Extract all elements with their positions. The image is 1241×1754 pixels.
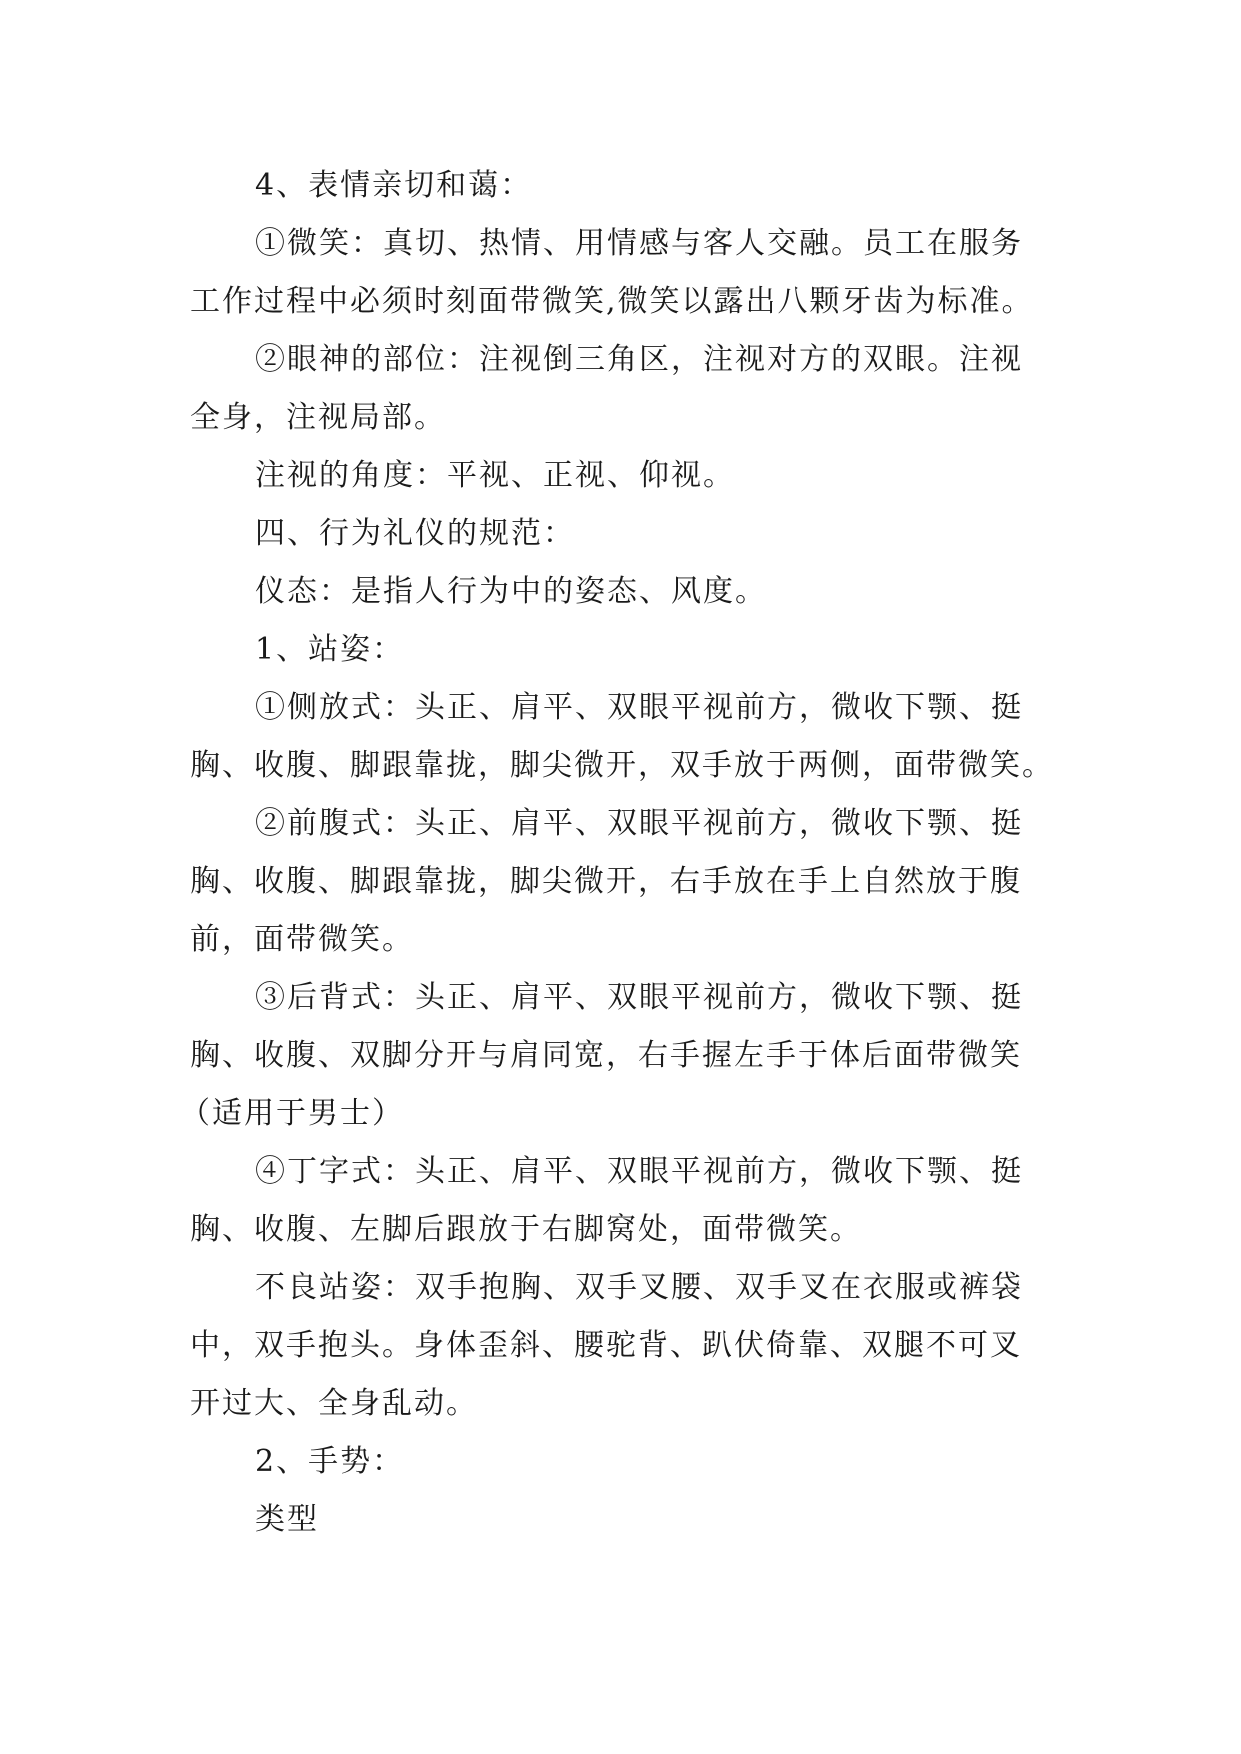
paragraph-line: 注视的角度：平视、正视、仰视。	[255, 458, 735, 493]
paragraph-line: ①微笑：真切、热情、用情感与客人交融。员工在服务	[255, 226, 1023, 261]
paragraph-line: 工作过程中必须时刻面带微笑,微笑以露出八颗牙齿为标准。	[190, 284, 1034, 319]
paragraph-line: 不良站姿：双手抱胸、双手叉腰、双手叉在衣服或裤袋	[255, 1270, 1023, 1305]
paragraph-line: 全身，注视局部。	[190, 400, 446, 435]
paragraph-line: 开过大、全身乱动。	[190, 1386, 478, 1421]
paragraph-line: （适用于男士）	[180, 1096, 404, 1131]
paragraph-line: ④丁字式：头正、肩平、双眼平视前方，微收下颚、挺	[255, 1154, 1023, 1189]
paragraph-line: ③后背式：头正、肩平、双眼平视前方，微收下颚、挺	[255, 980, 1023, 1015]
paragraph-line: 胸、收腹、脚跟靠拢，脚尖微开，右手放在手上自然放于腹	[190, 864, 1022, 899]
paragraph-line: 中，双手抱头。身体歪斜、腰驼背、趴伏倚靠、双腿不可叉	[190, 1328, 1022, 1363]
section-heading: 4、表情亲切和蔼：	[255, 168, 533, 203]
section-heading: 1、站姿：	[255, 632, 405, 667]
paragraph-line: 胸、收腹、左脚后跟放于右脚窝处，面带微笑。	[190, 1212, 862, 1247]
section-heading: 四、行为礼仪的规范：	[255, 516, 575, 551]
paragraph-line: ②前腹式：头正、肩平、双眼平视前方，微收下颚、挺	[255, 806, 1023, 841]
paragraph-line: 胸、收腹、脚跟靠拢，脚尖微开，双手放于两侧，面带微笑。	[190, 748, 1054, 783]
paragraph-line: 胸、收腹、双脚分开与肩同宽，右手握左手于体后面带微笑	[190, 1038, 1022, 1073]
section-heading: 2、手势：	[255, 1444, 405, 1479]
paragraph-line: 前，面带微笑。	[190, 922, 414, 957]
paragraph-line: ②眼神的部位：注视倒三角区，注视对方的双眼。注视	[255, 342, 1023, 377]
paragraph-line: 仪态：是指人行为中的姿态、风度。	[255, 574, 767, 609]
paragraph-line: ①侧放式：头正、肩平、双眼平视前方，微收下颚、挺	[255, 690, 1023, 725]
paragraph-line: 类型	[255, 1502, 319, 1537]
